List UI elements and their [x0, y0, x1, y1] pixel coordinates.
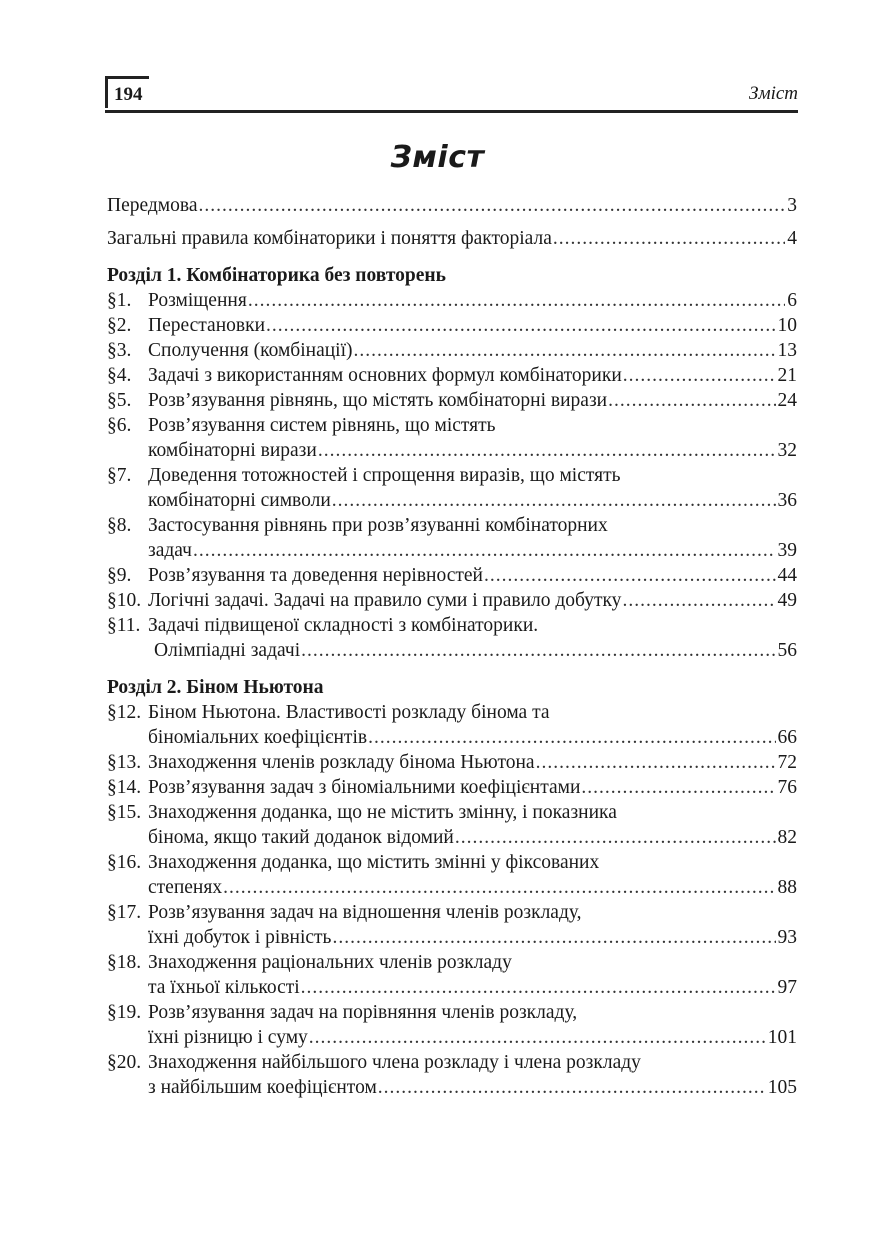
- toc-page-number: 88: [777, 877, 797, 898]
- toc-item-text: Сполучення (комбінації): [148, 340, 353, 361]
- toc-page-number: 93: [777, 927, 797, 948]
- toc-item[interactable]: [107, 800, 797, 825]
- dot-leader: [378, 1075, 766, 1100]
- dot-leader: [353, 338, 775, 363]
- toc-page-number: 66: [777, 727, 797, 748]
- dot-leader: [248, 288, 785, 313]
- toc-item-text: Розв’язування задач на порівняння членів розкладу,: [148, 1002, 578, 1023]
- toc-item[interactable]: [107, 313, 797, 338]
- toc-entry-text: Передмова: [107, 195, 198, 216]
- toc-item[interactable]: [107, 563, 797, 588]
- toc-item-text: Біном Ньютона. Властивості розкладу бінома та: [148, 702, 550, 723]
- toc-item-text: їхні добуток і рівність: [148, 927, 332, 948]
- toc-item[interactable]: [107, 613, 797, 638]
- paragraph-number: §6.: [107, 415, 132, 436]
- section-heading: [107, 263, 797, 288]
- toc-item[interactable]: [107, 513, 797, 538]
- dot-leader: [301, 638, 775, 663]
- toc-item[interactable]: [107, 1000, 797, 1025]
- toc-page-number: 76: [777, 777, 797, 798]
- toc-page-number: 4: [787, 228, 797, 249]
- section-heading-text: Розділ 2. Біном Ньютона: [107, 677, 324, 698]
- toc-page-number: 3: [787, 195, 797, 216]
- dot-leader: [623, 363, 776, 388]
- dot-leader: [553, 226, 785, 251]
- dot-leader: [608, 388, 775, 413]
- dot-leader: [332, 925, 775, 950]
- toc-item-continuation[interactable]: [107, 488, 797, 513]
- toc-item[interactable]: [107, 700, 797, 725]
- toc-item[interactable]: [107, 850, 797, 875]
- toc-item[interactable]: [107, 900, 797, 925]
- paragraph-number: §19.: [107, 1002, 142, 1023]
- toc-item-continuation[interactable]: [107, 1075, 797, 1100]
- page-title: Зміст: [390, 140, 485, 175]
- paragraph-number: §1.: [107, 290, 132, 311]
- toc-page-number: 82: [777, 827, 797, 848]
- dot-leader: [301, 975, 776, 1000]
- paragraph-number: §2.: [107, 315, 132, 336]
- dot-leader: [455, 825, 776, 850]
- toc-item-text: комбінаторні символи: [148, 490, 331, 511]
- toc-page-number: 13: [777, 340, 797, 361]
- toc-item-text: комбінаторні вирази: [148, 440, 317, 461]
- dot-leader: [622, 588, 775, 613]
- toc-item-text: Доведення тотожностей і спрощення виразів, що містять: [148, 465, 621, 486]
- toc-page-number: 44: [777, 565, 797, 586]
- dot-leader: [309, 1025, 766, 1050]
- dot-leader: [368, 725, 775, 750]
- dot-leader: [199, 193, 786, 218]
- toc-page-number: 105: [767, 1077, 797, 1098]
- toc-item-text: Розв’язування задач на відношення членів розкладу,: [148, 902, 582, 923]
- toc-item-text: Розв’язування задач з біноміальними коефіцієнтами: [148, 777, 581, 798]
- toc-item-continuation[interactable]: [107, 725, 797, 750]
- toc-item-text: Знаходження доданка, що не містить змінну, і показника: [148, 802, 617, 823]
- toc-item-text: з найбільшим коефіцієнтом: [148, 1077, 377, 1098]
- toc-item-text: Знаходження раціональних членів розкладу: [148, 952, 512, 973]
- paragraph-number: §15.: [107, 802, 142, 823]
- toc-item[interactable]: [107, 288, 797, 313]
- toc-page-number: 32: [777, 440, 797, 461]
- dot-leader: [484, 563, 776, 588]
- dot-leader: [536, 750, 776, 775]
- paragraph-number: §8.: [107, 515, 132, 536]
- toc-page-number: 39: [777, 540, 797, 561]
- toc-item-text: Задачі з використанням основних формул комбінаторики: [148, 365, 622, 386]
- paragraph-number: §11.: [107, 615, 141, 636]
- toc-page-number: 101: [767, 1027, 797, 1048]
- dot-leader: [266, 313, 776, 338]
- toc-item[interactable]: [107, 775, 797, 800]
- dot-leader: [223, 875, 775, 900]
- page-number-box: [105, 76, 149, 108]
- toc-item[interactable]: [107, 588, 797, 613]
- paragraph-number: §20.: [107, 1052, 142, 1073]
- toc-item-continuation[interactable]: [107, 638, 797, 663]
- toc-item-text: Олімпіадні задачі: [154, 640, 301, 661]
- paragraph-number: §7.: [107, 465, 132, 486]
- running-title: Зміст: [749, 83, 798, 104]
- paragraph-number: §12.: [107, 702, 142, 723]
- toc-item-text: Логічні задачі. Задачі на правило суми і правило добутку: [148, 590, 622, 611]
- toc-item-continuation[interactable]: [107, 1025, 797, 1050]
- paragraph-number: §14.: [107, 777, 142, 798]
- toc-page-number: 36: [777, 490, 797, 511]
- paragraph-number: §13.: [107, 752, 142, 773]
- toc-item-continuation[interactable]: [107, 825, 797, 850]
- dot-leader: [581, 775, 775, 800]
- toc-item[interactable]: [107, 388, 797, 413]
- toc-item[interactable]: [107, 1050, 797, 1075]
- toc-entry-text: Загальні правила комбінаторики і поняття факторіала: [107, 228, 552, 249]
- paragraph-number: §18.: [107, 952, 142, 973]
- toc-item-text: задач: [148, 540, 192, 561]
- toc-item-text: Задачі підвищеної складності з комбінаторики.: [148, 615, 539, 636]
- toc-item-text: Застосування рівнянь при розв’язуванні комбінаторних: [148, 515, 608, 536]
- toc-item-text: Розв’язування рівнянь, що містять комбінаторні вирази: [148, 390, 608, 411]
- toc-item-continuation[interactable]: [107, 875, 797, 900]
- toc-entry[interactable]: [107, 226, 797, 251]
- toc-page-number: 56: [777, 640, 797, 661]
- toc-item-text: Розміщення: [148, 290, 247, 311]
- paragraph-number: §5.: [107, 390, 132, 411]
- toc-item[interactable]: [107, 950, 797, 975]
- toc-item-text: степенях: [148, 877, 223, 898]
- toc-entry[interactable]: [107, 193, 797, 218]
- toc-item[interactable]: [107, 413, 797, 438]
- dot-leader: [193, 538, 776, 563]
- toc-item[interactable]: [107, 463, 797, 488]
- toc-item-text: та їхньої кількості: [148, 977, 300, 998]
- paragraph-number: §17.: [107, 902, 142, 923]
- toc-item-text: біноміальних коефіцієнтів: [148, 727, 368, 748]
- toc-page-number: 21: [777, 365, 797, 386]
- toc-item[interactable]: [107, 363, 797, 388]
- toc-item-text: Перестановки: [148, 315, 265, 336]
- toc-item-continuation[interactable]: [107, 538, 797, 563]
- toc-page-number: 97: [777, 977, 797, 998]
- toc-item-text: Розв’язування систем рівнянь, що містять: [148, 415, 496, 436]
- toc-item-text: Знаходження доданка, що містить змінні у фіксованих: [148, 852, 600, 873]
- toc-item-text: їхні різницю і суму: [148, 1027, 308, 1048]
- toc-item-continuation[interactable]: [107, 975, 797, 1000]
- toc-item-continuation[interactable]: [107, 925, 797, 950]
- running-header: [105, 76, 798, 113]
- section-heading-text: Розділ 1. Комбінаторика без повторень: [107, 265, 446, 286]
- toc-page-number: 49: [777, 590, 797, 611]
- toc-item-text: Знаходження найбільшого члена розкладу і члена розкладу: [148, 1052, 641, 1073]
- dot-leader: [318, 438, 776, 463]
- toc-item-text: бінома, якщо такий доданок відомий: [148, 827, 454, 848]
- toc-item-continuation[interactable]: [107, 438, 797, 463]
- dot-leader: [332, 488, 776, 513]
- paragraph-number: §4.: [107, 365, 132, 386]
- toc-page-number: 72: [777, 752, 797, 773]
- page-number: 194: [114, 84, 143, 105]
- paragraph-number: §3.: [107, 340, 132, 361]
- toc-item[interactable]: [107, 750, 797, 775]
- section-heading: [107, 675, 797, 700]
- paragraph-number: §16.: [107, 852, 142, 873]
- toc-page-number: 24: [777, 390, 797, 411]
- toc-item-text: Знаходження членів розкладу бінома Ньютона: [148, 752, 535, 773]
- toc-item[interactable]: [107, 338, 797, 363]
- toc-page-number: 10: [777, 315, 797, 336]
- toc-item-text: Розв’язування та доведення нерівностей: [148, 565, 483, 586]
- paragraph-number: §9.: [107, 565, 132, 586]
- paragraph-number: §10.: [107, 590, 142, 611]
- toc-page-number: 6: [787, 290, 797, 311]
